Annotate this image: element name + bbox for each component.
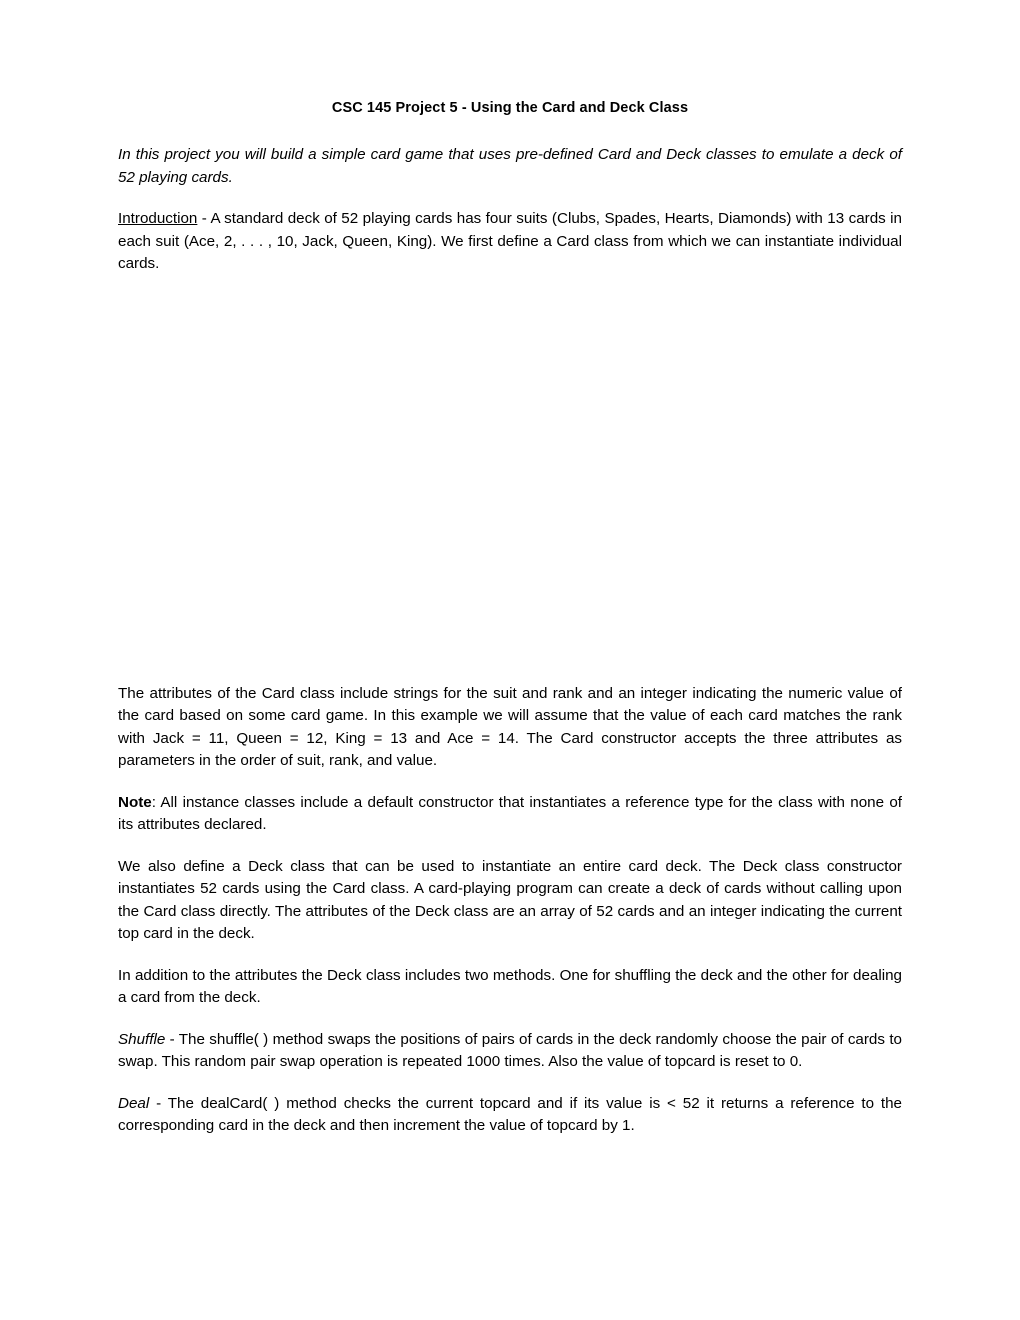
introduction-paragraph — [118, 208, 902, 276]
methods-paragraph: In addition to the attributes the Deck class includes two methods. One for shuffling the deck and the other for dealing a card from the deck. — [118, 966, 902, 1006]
shuffle-body: - The shuffle( ) method swaps the positions of pairs of cards in the deck randomly choose the pair of cards to swap. This random pair swap operation is repeated 1000 times. Also the value of topcard is reset to 0. — [118, 1030, 902, 1070]
page-title: CSC 145 Project 5 - Using the Card and Deck Class — [331, 100, 689, 116]
introduction-label: Introduction — [118, 210, 198, 227]
figure-placeholder-area — [118, 295, 902, 683]
shuffle-paragraph — [118, 1029, 902, 1074]
intro-italic-paragraph: In this project you will build a simple card game that uses pre-defined Card and Deck classes to emulate a deck of 52 playing cards. — [118, 146, 902, 186]
deck-class-paragraph: We also define a Deck class that can be used to instantiate an entire card deck. The Deck class constructor instantiates 52 cards using the Card class. A card-playing program can create a deck of cards without calling upon the Card class directly. The attributes of the Deck class are an array of 52 cards and an integer indicating the current top card in the deck. — [118, 857, 902, 942]
introduction-body: - A standard deck of 52 playing cards has four suits (Clubs, Spades, Hearts, Diamonds) with 13 cards in each suit (Ace, 2, . . . , 10, Jack, Queen, King). We first define a Card class from which we can instantiate individual cards. — [118, 210, 902, 272]
card-attributes-paragraph: The attributes of the Card class include strings for the suit and rank and an integer indicating the numeric value of the card based on some card game. In this example we will assume that the value of each card matches the rank with Jack = 11, Queen = 12, King = 13 and Ace = 14. The Card constructor accepts the three attributes as parameters in the order of suit, rank, and value. — [118, 684, 902, 769]
deal-body: - The dealCard( ) method checks the current topcard and if its value is < 52 it returns a reference to the corresponding card in the deck and then increment the value of topcard by 1. — [118, 1094, 902, 1134]
note-body: : All instance classes include a default constructor that instantiates a reference type for the class with none of its attributes declared. — [118, 793, 902, 833]
note-paragraph — [118, 792, 902, 837]
shuffle-label: Shuffle — [118, 1030, 166, 1048]
note-label: Note — [118, 793, 152, 811]
deal-paragraph — [118, 1093, 902, 1138]
deal-label: Deal — [118, 1094, 150, 1112]
